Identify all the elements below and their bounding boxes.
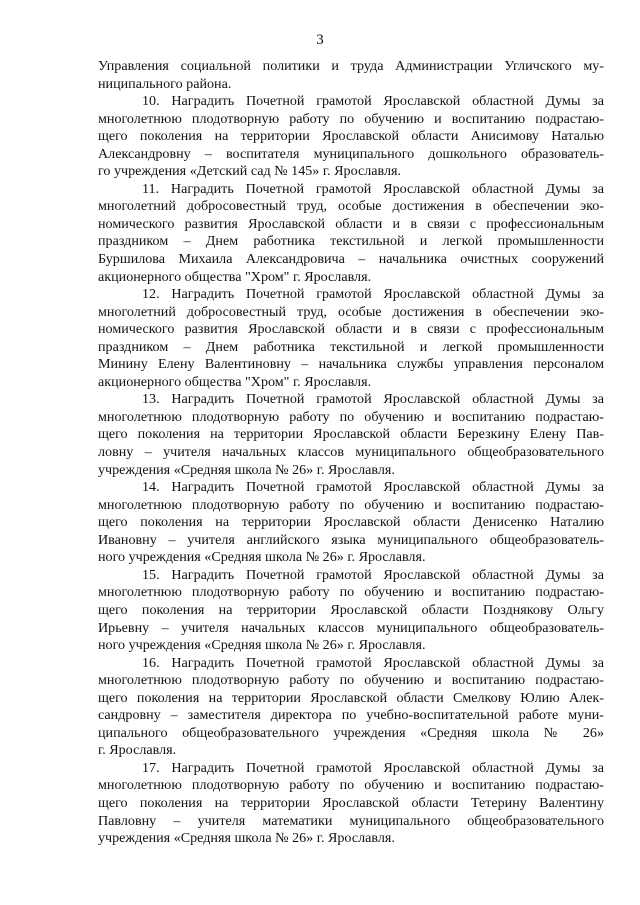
text-line: многолетнюю плодотворную работу по обучению и воспитанию подрастаю- <box>98 777 604 794</box>
text-line: многолетний добросовестный труд, особые достижения в обеспечении эко- <box>98 303 604 320</box>
paragraph-item-10 <box>98 93 604 181</box>
text-line: многолетнюю плодотворную работу по обучению и воспитанию подрастаю- <box>98 496 604 513</box>
paragraph-item-16 <box>98 655 604 760</box>
text-line: Управления социальной политики и труда Администрации Угличского му- <box>98 58 604 74</box>
text-line: многолетнюю плодотворную работу по обучению и воспитанию подрастаю- <box>98 408 604 425</box>
text-line: праздником – Днем работника текстильной и легкой промышленности <box>98 338 604 355</box>
text-line: Буршилова Михаила Александровича – начальника очистных сооружений <box>98 251 604 268</box>
text-line: Ирьевну – учителя начальных классов муниципального общеобразователь- <box>98 619 604 636</box>
text-line: Минину Елену Валентиновну – начальника службы управления персоналом <box>98 356 604 373</box>
text-line: 11. Наградить Почетной грамотой Ярославской областной Думы за <box>142 180 604 197</box>
text-line: щего поколения на территории Ярославской области Анисимову Наталью <box>98 128 604 145</box>
paragraph-item-14 <box>98 479 604 567</box>
paragraph-item-12 <box>98 286 604 391</box>
text-line: 17. Наградить Почетной грамотой Ярославской областной Думы за <box>142 759 604 776</box>
document-body <box>98 58 604 848</box>
text-line: многолетний добросовестный труд, особые достижения в обеспечении эко- <box>98 198 604 215</box>
text-line: г. Ярославля. <box>98 742 177 759</box>
text-line: многолетнюю плодотворную работу по обучению и воспитанию подрастаю- <box>98 584 604 601</box>
text-line: многолетнюю плодотворную работу по обучению и воспитанию подрастаю- <box>98 110 604 127</box>
text-line: многолетнюю плодотворную работу по обучению и воспитанию подрастаю- <box>98 672 604 689</box>
text-line: Ивановну – учителя английского языка муниципального общеобразователь- <box>98 531 604 548</box>
text-line: 15. Наградить Почетной грамотой Ярославской областной Думы за <box>142 566 604 583</box>
text-line: щего поколения на территории Ярославской области Смелкову Юлию Алек- <box>98 689 604 706</box>
text-line: щего поколения на территории Ярославской области Тетерину Валентину <box>98 794 604 811</box>
text-line: праздником – Днем работника текстильной и легкой промышленности <box>98 233 604 250</box>
text-line: Александровну – воспитателя муниципального дошкольного образователь- <box>98 145 604 162</box>
text-line: акционерного общества "Хром" г. Ярославля. <box>98 373 372 390</box>
text-line: го учреждения «Детский сад № 145» г. Ярославля. <box>98 163 402 180</box>
text-line: учреждения «Средняя школа № 26» г. Ярославля. <box>98 461 395 478</box>
text-line: щего поколения на территории Ярославской области Денисенко Наталию <box>98 514 604 531</box>
text-line: сандровну – заместителя директора по учебно-воспитательной работе муни- <box>98 707 604 724</box>
text-line: учреждения «Средняя школа № 26» г. Ярославля. <box>98 830 395 847</box>
paragraph-item-17 <box>98 760 604 848</box>
text-line: ципального общеобразовательного учреждения «Средняя школа № 26» <box>98 724 604 741</box>
text-line: щего поколения на территории Ярославской области Позднякову Ольгу <box>98 601 604 618</box>
text-line: ниципального района. <box>98 75 232 92</box>
text-line: ловну – учителя начальных классов муниципального общеобразовательного <box>98 444 604 461</box>
text-line: номического развития Ярославской области и в связи с профессиональным <box>98 215 604 232</box>
page-number: 3 <box>316 32 324 48</box>
text-line: 13. Наградить Почетной грамотой Ярославской областной Думы за <box>142 391 604 408</box>
text-line: номического развития Ярославской области и в связи с профессиональным <box>98 321 604 338</box>
text-line: ного учреждения «Средняя школа № 26» г. Ярославля. <box>98 637 426 654</box>
text-line: 10. Наградить Почетной грамотой Ярославской областной Думы за <box>142 93 604 110</box>
text-line: 14. Наградить Почетной грамотой Ярославской областной Думы за <box>142 479 604 496</box>
paragraph-continuation <box>98 58 604 93</box>
paragraph-item-15 <box>98 567 604 655</box>
text-line: 12. Наградить Почетной грамотой Ярославской областной Думы за <box>142 286 604 303</box>
text-line: щего поколения на территории Ярославской области Березкину Елену Пав- <box>98 426 604 443</box>
text-line: 16. Наградить Почетной грамотой Ярославской областной Думы за <box>142 654 604 671</box>
paragraph-item-11 <box>98 181 604 286</box>
text-line: акционерного общества "Хром" г. Ярославля. <box>98 268 372 285</box>
text-line: Павловну – учителя математики муниципального общеобразовательного <box>98 812 604 829</box>
paragraph-item-13 <box>98 391 604 479</box>
text-line: ного учреждения «Средняя школа № 26» г. Ярославля. <box>98 549 426 566</box>
